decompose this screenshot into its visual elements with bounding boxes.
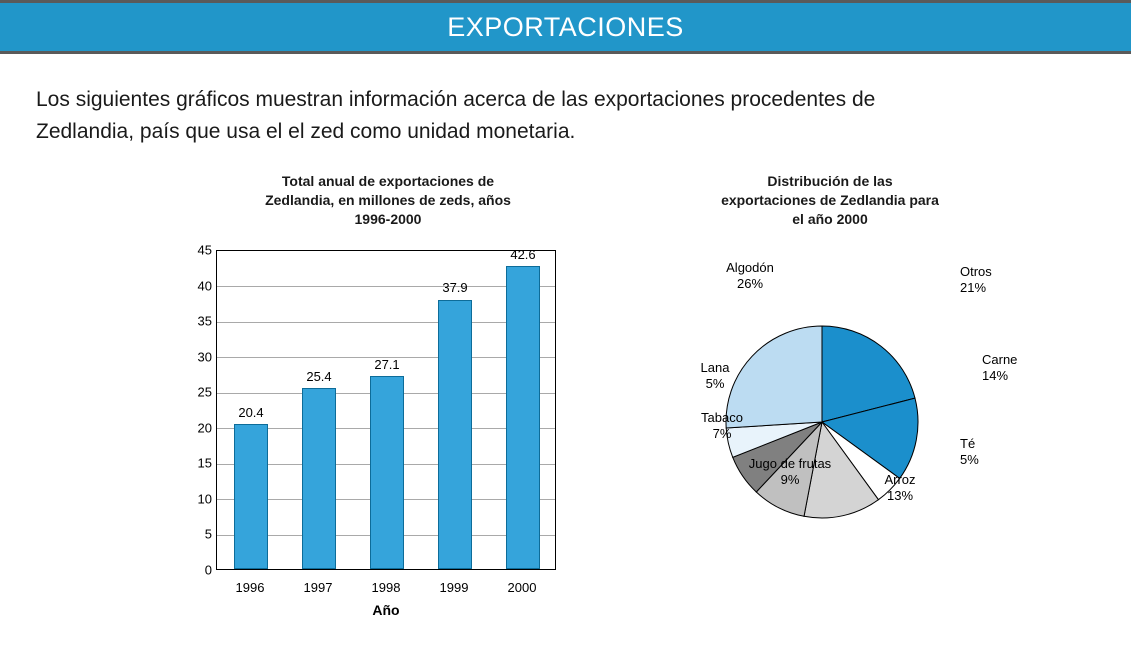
pie-chart-title-line-1: Distribución de las xyxy=(767,173,893,189)
bar-2000 xyxy=(506,266,540,569)
svg-text:5%: 5% xyxy=(960,452,979,467)
pie-chart-block xyxy=(630,172,1070,632)
bar-x-tick-label: 2000 xyxy=(507,580,537,595)
bar-chart-block xyxy=(178,172,598,632)
bar-y-tick-label: 20 xyxy=(197,420,212,436)
svg-text:Té: Té xyxy=(960,436,976,451)
bar-1999 xyxy=(438,300,472,570)
bar-plot-area xyxy=(216,247,556,570)
pie-chart-title-line-2: exportaciones de Zedlandia para xyxy=(721,192,939,208)
charts-area xyxy=(0,160,1131,630)
bar-1996 xyxy=(234,424,268,569)
bar-value-label: 25.4 xyxy=(306,369,332,385)
svg-text:Otros: Otros xyxy=(960,264,992,279)
bar-x-tick-label: 1997 xyxy=(303,580,333,595)
page-title: EXPORTACIONES xyxy=(447,12,684,42)
bar-y-tick-label: 5 xyxy=(204,526,212,542)
intro-line-1: Los siguientes gráficos muestran información acerca de las exportaciones procedentes de xyxy=(36,88,876,111)
bar-x-axis-labels xyxy=(216,572,556,598)
bar-1998 xyxy=(370,376,404,569)
svg-text:13%: 13% xyxy=(886,488,914,503)
bar-chart-title-line-2: Zedlandia, en millones de zeds, años xyxy=(265,192,511,208)
bar-value-label: 27.1 xyxy=(374,357,400,373)
bar-1997 xyxy=(302,388,336,569)
svg-text:21%: 21% xyxy=(960,280,987,295)
bar-y-tick-label: 30 xyxy=(197,349,212,365)
bar-y-tick-label: 15 xyxy=(197,455,212,471)
pie-plot-area xyxy=(630,252,1070,602)
bar-value-label: 20.4 xyxy=(238,404,264,420)
svg-text:7%: 7% xyxy=(712,426,732,441)
svg-text:Lana: Lana xyxy=(700,360,730,375)
bar-gridline xyxy=(217,286,555,287)
bar-x-tick-label: 1996 xyxy=(235,580,265,595)
svg-text:26%: 26% xyxy=(736,276,764,291)
bar-y-tick-label: 25 xyxy=(197,384,212,400)
svg-text:9%: 9% xyxy=(780,472,800,487)
pie-chart-title-line-3: el año 2000 xyxy=(792,211,868,227)
intro-line-2: Zedlandia, país que usa el el zed como unidad monetaria. xyxy=(36,120,576,143)
bar-chart-title-line-3: 1996-2000 xyxy=(354,211,422,227)
bar-x-axis-title: Año xyxy=(372,602,400,618)
pie-label-algodón xyxy=(726,260,774,291)
svg-text:5%: 5% xyxy=(705,376,725,391)
bar-plot-wrapper xyxy=(178,242,593,618)
pie-label-té xyxy=(960,436,979,467)
bar-chart-title-line-1: Total anual de exportaciones de xyxy=(281,173,495,189)
bar-y-tick-label: 45 xyxy=(197,242,212,258)
pie-label-carne xyxy=(982,352,1017,383)
bar-value-label: 37.9 xyxy=(442,280,468,296)
pie-label-lana xyxy=(701,360,731,391)
svg-text:Carne: Carne xyxy=(982,352,1018,367)
svg-text:Arroz: Arroz xyxy=(884,472,916,487)
bar-y-tick-label: 35 xyxy=(197,313,212,329)
bar-y-axis-labels xyxy=(178,242,212,578)
bar-y-tick-label: 0 xyxy=(204,562,212,578)
bar-x-tick-label: 1999 xyxy=(439,580,469,595)
header-band xyxy=(0,0,1131,54)
svg-text:14%: 14% xyxy=(982,368,1009,383)
pie-label-arroz xyxy=(884,472,915,503)
pie-label-otros xyxy=(960,264,992,295)
svg-text:Jugo de frutas: Jugo de frutas xyxy=(748,456,832,471)
pie-chart-title xyxy=(650,172,1010,229)
bar-x-tick-label: 1998 xyxy=(371,580,401,595)
bar-value-label: 42.6 xyxy=(510,247,536,263)
svg-text:Algodón: Algodón xyxy=(726,260,774,275)
svg-text:Tabaco: Tabaco xyxy=(701,410,743,425)
bar-gridline xyxy=(217,322,555,323)
pie-svg xyxy=(630,252,1070,602)
bar-chart-title xyxy=(178,172,598,229)
bar-y-tick-label: 10 xyxy=(197,491,212,507)
bar-y-tick-label: 40 xyxy=(197,278,212,294)
intro-paragraph xyxy=(36,84,1104,148)
